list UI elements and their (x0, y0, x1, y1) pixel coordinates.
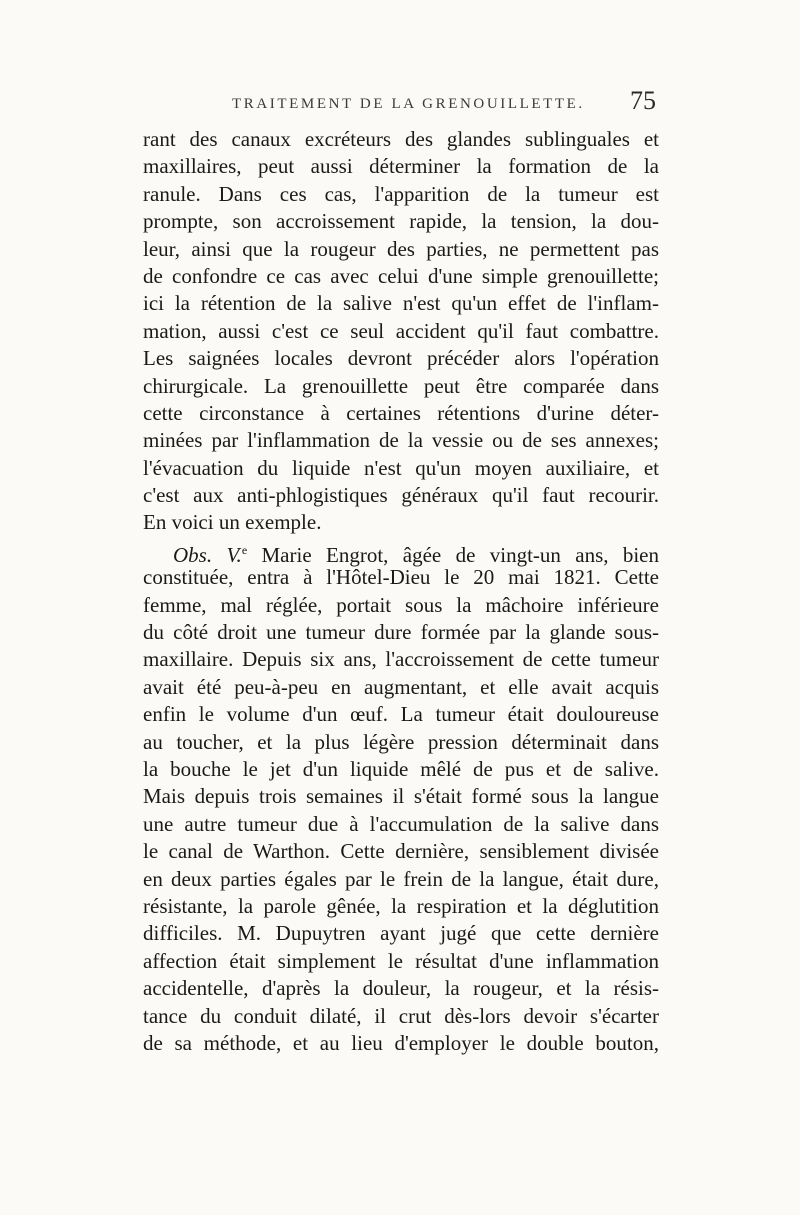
text-line: femme, mal réglée, portait sous la mâchoire inférieure (143, 592, 659, 617)
text-line: affection était simplement le résultat d'une inflammation (143, 948, 659, 973)
text-line: de confondre ce cas avec celui d'une simple grenouillette; (143, 263, 659, 288)
running-title: TRAITEMENT DE LA GRENOUILLETTE. (232, 96, 585, 112)
text-line: au toucher, et la plus légère pression déterminait dans (143, 729, 659, 754)
text-line: prompte, son accroissement rapide, la tension, la dou- (143, 209, 659, 234)
text-line: En voici un exemple. (143, 510, 322, 535)
text-line: mation, aussi c'est ce seul accident qu'il faut combattre. (143, 318, 659, 343)
text-line: ranule. Dans ces cas, l'apparition de la tumeur est (143, 181, 659, 206)
text-line: l'évacuation du liquide n'est qu'un moyen auxiliaire, et (143, 455, 659, 480)
text-line: rant des canaux excréteurs des glandes sublinguales et (143, 127, 659, 151)
page-number: 75 (630, 86, 656, 115)
observation-label: Obs. V. (173, 542, 242, 567)
observation-first-line: Marie Engrot, âgée de vingt-un ans, bien (261, 542, 659, 567)
text-line: maxillaire. Depuis six ans, l'accroissement de cette tumeur (143, 647, 659, 672)
text-line: maxillaires, peut aussi déterminer la formation de la (143, 154, 659, 179)
text-line: la bouche le jet d'un liquide mêlé de pus et de salive. (143, 756, 659, 781)
text-line: tance du conduit dilaté, il crut dès-lors devoir s'écarter (143, 1003, 659, 1028)
text-line: ici la rétention de la salive n'est qu'un effet de l'inflam- (143, 291, 659, 316)
text-line: c'est aux anti-phlogistiques généraux qu'il faut recourir. (143, 483, 659, 508)
text-line: Les saignées locales devront précéder alors l'opération (143, 346, 659, 371)
text-line: résistante, la parole gênée, la respiration et la déglutition (143, 893, 659, 918)
page-header (150, 86, 660, 122)
observation-heading-line (143, 537, 659, 567)
observation-label-superscript: e (241, 542, 248, 557)
text-line: le canal de Warthon. Cette dernière, sensiblement divisée (143, 839, 659, 864)
text-line: minées par l'inflammation de la vessie ou de ses annexes; (143, 428, 659, 453)
text-line: du côté droit une tumeur dure formée par la glande sous- (143, 620, 659, 645)
text-line: avait été peu-à-peu en augmentant, et elle avait acquis (143, 674, 659, 699)
text-line: leur, ainsi que la rougeur des parties, ne permettent pas (143, 236, 659, 261)
text-line: chirurgicale. La grenouillette peut être comparée dans (143, 373, 659, 398)
text-line: difficiles. M. Dupuytren ayant jugé que cette dernière (143, 921, 659, 946)
text-line: en deux parties égales par le frein de la langue, était dure, (143, 866, 659, 891)
text-line: enfin le volume d'un œuf. La tumeur était douloureuse (143, 702, 659, 727)
text-line: constituée, entra à l'Hôtel-Dieu le 20 mai 1821. Cette (143, 565, 659, 590)
text-line: accidentelle, d'après la douleur, la rougeur, et la résis- (143, 976, 659, 1001)
text-line: une autre tumeur due à l'accumulation de la salive dans (143, 811, 659, 836)
body-text (143, 126, 659, 1057)
text-line: Mais depuis trois semaines il s'était formé sous la langue (143, 784, 659, 809)
text-line: de sa méthode, et au lieu d'employer le double bouton, (143, 1030, 659, 1055)
text-line: cette circonstance à certaines rétentions d'urine déter- (143, 400, 659, 425)
